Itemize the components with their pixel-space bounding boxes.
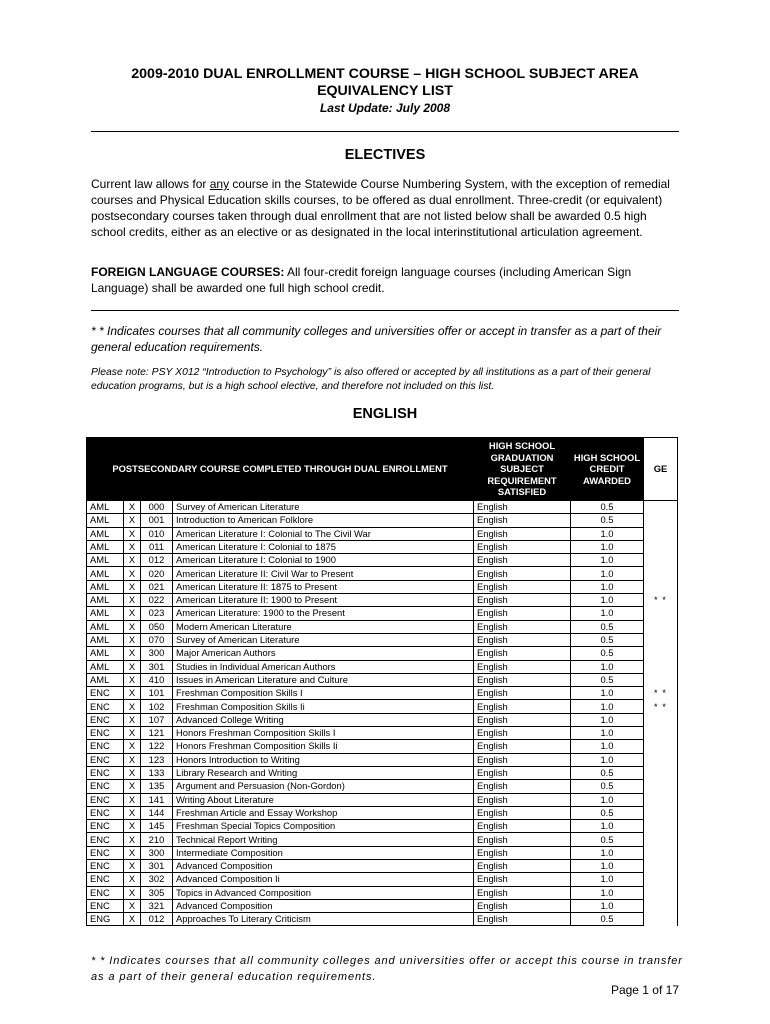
course-prefix: ENC bbox=[87, 859, 124, 872]
course-number: 050 bbox=[141, 620, 173, 633]
title-line-1: 2009-2010 DUAL ENROLLMENT COURSE – HIGH SCHOOL SUBJECT AREA bbox=[131, 66, 639, 82]
ge-flag bbox=[644, 567, 678, 580]
ge-flag bbox=[644, 713, 678, 726]
course-prefix: AML bbox=[87, 673, 124, 686]
subject-requirement: English bbox=[474, 833, 571, 846]
course-title: Argument and Persuasion (Non-Gordon) bbox=[173, 780, 474, 793]
course-title: American Literature I: Colonial to 1900 bbox=[173, 554, 474, 567]
credit-awarded: 0.5 bbox=[571, 833, 644, 846]
course-prefix: ENC bbox=[87, 713, 124, 726]
ge-flag bbox=[644, 793, 678, 806]
table-row bbox=[87, 687, 678, 700]
course-prefix: ENC bbox=[87, 727, 124, 740]
subject-requirement: English bbox=[474, 540, 571, 553]
course-title: Honors Freshman Composition Skills Ii bbox=[173, 740, 474, 753]
subject-requirement: English bbox=[474, 846, 571, 859]
course-title: American Literature II: Civil War to Present bbox=[173, 567, 474, 580]
electives-heading: ELECTIVES bbox=[344, 147, 426, 163]
course-title: Freshman Composition Skills I bbox=[173, 687, 474, 700]
subject-requirement: English bbox=[474, 727, 571, 740]
course-number: 301 bbox=[141, 660, 173, 673]
table-row bbox=[87, 793, 678, 806]
course-prefix: ENC bbox=[87, 833, 124, 846]
subject-requirement: English bbox=[474, 806, 571, 819]
course-x: X bbox=[124, 673, 141, 686]
subject-requirement: English bbox=[474, 567, 571, 580]
table-header-row bbox=[87, 438, 678, 501]
ge-note: * * Indicates courses that all community colleges and universities offer or accept in transfer as a part of their general education requirements. bbox=[91, 324, 662, 354]
table-row bbox=[87, 660, 678, 673]
credit-awarded: 1.0 bbox=[571, 846, 644, 859]
course-prefix: AML bbox=[87, 660, 124, 673]
course-number: 410 bbox=[141, 673, 173, 686]
ge-flag bbox=[644, 859, 678, 872]
course-number: 301 bbox=[141, 859, 173, 872]
ge-flag bbox=[644, 607, 678, 620]
credit-awarded: 1.0 bbox=[571, 567, 644, 580]
credit-awarded: 1.0 bbox=[571, 660, 644, 673]
ge-flag bbox=[644, 766, 678, 779]
table-row bbox=[87, 873, 678, 886]
psy-note: Please note: PSY X012 “Introduction to Psychology” is also offered or accepted by all institutions as a part of their general education programs, but is a high school elective, and therefore not included on this list. bbox=[91, 367, 651, 392]
subject-requirement: English bbox=[474, 633, 571, 646]
course-prefix: ENC bbox=[87, 873, 124, 886]
course-number: 210 bbox=[141, 833, 173, 846]
course-number: 135 bbox=[141, 780, 173, 793]
table-row bbox=[87, 886, 678, 899]
course-x: X bbox=[124, 873, 141, 886]
course-title: Topics in Advanced Composition bbox=[173, 886, 474, 899]
course-number: 321 bbox=[141, 899, 173, 912]
course-number: 101 bbox=[141, 687, 173, 700]
credit-awarded: 1.0 bbox=[571, 687, 644, 700]
course-number: 300 bbox=[141, 846, 173, 859]
course-prefix: ENC bbox=[87, 700, 124, 713]
subject-requirement: English bbox=[474, 913, 571, 926]
course-title: Writing About Literature bbox=[173, 793, 474, 806]
course-number: 010 bbox=[141, 527, 173, 540]
course-prefix: ENC bbox=[87, 753, 124, 766]
course-x: X bbox=[124, 713, 141, 726]
course-number: 302 bbox=[141, 873, 173, 886]
credit-awarded: 1.0 bbox=[571, 727, 644, 740]
course-prefix: AML bbox=[87, 567, 124, 580]
credit-awarded: 1.0 bbox=[571, 859, 644, 872]
course-prefix: AML bbox=[87, 580, 124, 593]
subject-requirement: English bbox=[474, 899, 571, 912]
course-number: 001 bbox=[141, 514, 173, 527]
credit-awarded: 0.5 bbox=[571, 673, 644, 686]
course-title: Freshman Composition Skills Ii bbox=[173, 700, 474, 713]
subject-requirement: English bbox=[474, 740, 571, 753]
subject-requirement: English bbox=[474, 687, 571, 700]
ge-flag bbox=[644, 780, 678, 793]
course-number: 107 bbox=[141, 713, 173, 726]
header-ge: GE bbox=[644, 438, 678, 501]
table-row bbox=[87, 833, 678, 846]
header-course: POSTSECONDARY COURSE COMPLETED THROUGH DUAL ENROLLMENT bbox=[87, 438, 474, 501]
table-row bbox=[87, 514, 678, 527]
course-x: X bbox=[124, 886, 141, 899]
table-row bbox=[87, 780, 678, 793]
course-x: X bbox=[124, 833, 141, 846]
course-prefix: AML bbox=[87, 647, 124, 660]
ge-flag bbox=[644, 873, 678, 886]
electives-text-start: Current law allows for bbox=[91, 177, 210, 191]
ge-flag: * * bbox=[644, 594, 678, 607]
subject-requirement: English bbox=[474, 859, 571, 872]
course-title: Issues in American Literature and Culture bbox=[173, 673, 474, 686]
credit-awarded: 1.0 bbox=[571, 527, 644, 540]
table-row bbox=[87, 500, 678, 513]
course-number: 022 bbox=[141, 594, 173, 607]
course-x: X bbox=[124, 594, 141, 607]
course-x: X bbox=[124, 620, 141, 633]
ge-flag bbox=[644, 527, 678, 540]
credit-awarded: 0.5 bbox=[571, 647, 644, 660]
course-title: Major American Authors bbox=[173, 647, 474, 660]
table-row bbox=[87, 913, 678, 926]
ge-flag bbox=[644, 554, 678, 567]
table-row bbox=[87, 727, 678, 740]
course-x: X bbox=[124, 753, 141, 766]
course-prefix: ENC bbox=[87, 793, 124, 806]
course-x: X bbox=[124, 820, 141, 833]
ge-flag bbox=[644, 846, 678, 859]
subject-requirement: English bbox=[474, 554, 571, 567]
ge-flag bbox=[644, 620, 678, 633]
course-prefix: AML bbox=[87, 554, 124, 567]
course-title: Freshman Article and Essay Workshop bbox=[173, 806, 474, 819]
course-prefix: ENC bbox=[87, 846, 124, 859]
credit-awarded: 0.5 bbox=[571, 633, 644, 646]
course-number: 021 bbox=[141, 580, 173, 593]
course-number: 123 bbox=[141, 753, 173, 766]
course-number: 020 bbox=[141, 567, 173, 580]
course-prefix: AML bbox=[87, 527, 124, 540]
course-number: 141 bbox=[141, 793, 173, 806]
course-x: X bbox=[124, 740, 141, 753]
course-title: Library Research and Writing bbox=[173, 766, 474, 779]
course-prefix: ENC bbox=[87, 899, 124, 912]
credit-awarded: 1.0 bbox=[571, 554, 644, 567]
course-title: American Literature I: Colonial to The Civil War bbox=[173, 527, 474, 540]
course-title: American Literature II: 1875 to Present bbox=[173, 580, 474, 593]
course-x: X bbox=[124, 567, 141, 580]
table-row bbox=[87, 594, 678, 607]
ge-flag bbox=[644, 899, 678, 912]
ge-flag bbox=[644, 833, 678, 846]
course-x: X bbox=[124, 687, 141, 700]
credit-awarded: 0.5 bbox=[571, 620, 644, 633]
credit-awarded: 1.0 bbox=[571, 740, 644, 753]
table-row bbox=[87, 806, 678, 819]
course-number: 133 bbox=[141, 766, 173, 779]
course-x: X bbox=[124, 540, 141, 553]
subject-requirement: English bbox=[474, 753, 571, 766]
course-title: Freshman Special Topics Composition bbox=[173, 820, 474, 833]
ge-flag bbox=[644, 820, 678, 833]
course-number: 023 bbox=[141, 607, 173, 620]
course-title: Honors Freshman Composition Skills I bbox=[173, 727, 474, 740]
ge-flag bbox=[644, 500, 678, 513]
course-x: X bbox=[124, 700, 141, 713]
credit-awarded: 1.0 bbox=[571, 793, 644, 806]
course-x: X bbox=[124, 500, 141, 513]
credit-awarded: 1.0 bbox=[571, 700, 644, 713]
credit-awarded: 0.5 bbox=[571, 514, 644, 527]
course-title: Advanced College Writing bbox=[173, 713, 474, 726]
credit-awarded: 0.5 bbox=[571, 806, 644, 819]
credit-awarded: 1.0 bbox=[571, 886, 644, 899]
credit-awarded: 1.0 bbox=[571, 899, 644, 912]
credit-awarded: 1.0 bbox=[571, 580, 644, 593]
course-x: X bbox=[124, 647, 141, 660]
course-number: 122 bbox=[141, 740, 173, 753]
subject-requirement: English bbox=[474, 594, 571, 607]
ge-flag bbox=[644, 647, 678, 660]
course-number: 102 bbox=[141, 700, 173, 713]
course-x: X bbox=[124, 793, 141, 806]
subject-requirement: English bbox=[474, 713, 571, 726]
credit-awarded: 0.5 bbox=[571, 913, 644, 926]
course-prefix: ENC bbox=[87, 780, 124, 793]
subject-requirement: English bbox=[474, 514, 571, 527]
course-number: 144 bbox=[141, 806, 173, 819]
course-prefix: ENC bbox=[87, 766, 124, 779]
subject-requirement: English bbox=[474, 873, 571, 886]
course-title: Advanced Composition bbox=[173, 859, 474, 872]
course-number: 300 bbox=[141, 647, 173, 660]
foreign-language-paragraph bbox=[91, 264, 681, 296]
course-title: Survey of American Literature bbox=[173, 500, 474, 513]
ge-flag bbox=[644, 673, 678, 686]
table-row bbox=[87, 633, 678, 646]
ge-flag bbox=[644, 913, 678, 926]
table-row bbox=[87, 527, 678, 540]
ge-flag: * * bbox=[644, 687, 678, 700]
subject-requirement: English bbox=[474, 660, 571, 673]
table-row bbox=[87, 607, 678, 620]
electives-text-rest: course in the Statewide Course Numbering System, with the exception of remedial courses and Physical Education skills courses, to be offered as dual enrollment. Three-credit (or equivalent) postsecondary courses taken through dual enrollment that are not listed below shall be awarded 0.5 high school credits, either as an elective or as designated in the local interinstitutional articulation agreement. bbox=[91, 177, 670, 239]
course-x: X bbox=[124, 633, 141, 646]
credit-awarded: 0.5 bbox=[571, 780, 644, 793]
credit-awarded: 1.0 bbox=[571, 753, 644, 766]
divider-top bbox=[91, 131, 679, 132]
credit-awarded: 1.0 bbox=[571, 713, 644, 726]
course-x: X bbox=[124, 859, 141, 872]
course-x: X bbox=[124, 527, 141, 540]
footnote: * * Indicates courses that all community colleges and universities offer or accept this course in transfer as a part of their general education requirements. bbox=[91, 955, 683, 983]
course-prefix: AML bbox=[87, 633, 124, 646]
course-title: Approaches To Literary Criticism bbox=[173, 913, 474, 926]
course-prefix: AML bbox=[87, 607, 124, 620]
subject-requirement: English bbox=[474, 700, 571, 713]
credit-awarded: 1.0 bbox=[571, 594, 644, 607]
course-x: X bbox=[124, 554, 141, 567]
table-row bbox=[87, 554, 678, 567]
table-row bbox=[87, 753, 678, 766]
header-credit: HIGH SCHOOL CREDIT AWARDED bbox=[571, 438, 644, 501]
course-title: American Literature I: Colonial to 1875 bbox=[173, 540, 474, 553]
course-prefix: ENC bbox=[87, 886, 124, 899]
course-prefix: ENG bbox=[87, 913, 124, 926]
subject-requirement: English bbox=[474, 793, 571, 806]
course-number: 000 bbox=[141, 500, 173, 513]
course-title: Technical Report Writing bbox=[173, 833, 474, 846]
english-heading: ENGLISH bbox=[352, 406, 418, 422]
course-title: Intermediate Composition bbox=[173, 846, 474, 859]
table-row bbox=[87, 700, 678, 713]
divider-middle bbox=[91, 310, 679, 311]
table-row bbox=[87, 846, 678, 859]
subject-requirement: English bbox=[474, 500, 571, 513]
document-title bbox=[0, 66, 770, 100]
subject-requirement: English bbox=[474, 780, 571, 793]
course-title: Studies in Individual American Authors bbox=[173, 660, 474, 673]
foreign-language-text: All four-credit foreign language courses (including American Sign Language) shall be awarded one full high school credit. bbox=[91, 265, 632, 295]
course-number: 012 bbox=[141, 913, 173, 926]
last-update: Last Update: July 2008 bbox=[319, 101, 451, 115]
ge-flag bbox=[644, 660, 678, 673]
course-x: X bbox=[124, 766, 141, 779]
english-equivalency-table bbox=[86, 437, 678, 926]
course-title: Honors Introduction to Writing bbox=[173, 753, 474, 766]
table-row bbox=[87, 540, 678, 553]
course-prefix: AML bbox=[87, 620, 124, 633]
credit-awarded: 0.5 bbox=[571, 766, 644, 779]
table-row bbox=[87, 859, 678, 872]
course-number: 121 bbox=[141, 727, 173, 740]
ge-flag: * * bbox=[644, 700, 678, 713]
course-x: X bbox=[124, 913, 141, 926]
ge-flag bbox=[644, 753, 678, 766]
course-title: Introduction to American Folklore bbox=[173, 514, 474, 527]
subject-requirement: English bbox=[474, 607, 571, 620]
table-row bbox=[87, 673, 678, 686]
header-requirement: HIGH SCHOOL GRADUATION SUBJECT REQUIREMENT SATISFIED bbox=[474, 438, 571, 501]
subject-requirement: English bbox=[474, 580, 571, 593]
course-prefix: ENC bbox=[87, 806, 124, 819]
table-row bbox=[87, 647, 678, 660]
ge-flag bbox=[644, 540, 678, 553]
page-number: Page 1 of 17 bbox=[610, 983, 679, 997]
course-number: 070 bbox=[141, 633, 173, 646]
course-prefix: AML bbox=[87, 540, 124, 553]
course-x: X bbox=[124, 660, 141, 673]
course-number: 305 bbox=[141, 886, 173, 899]
subject-requirement: English bbox=[474, 766, 571, 779]
course-title: Survey of American Literature bbox=[173, 633, 474, 646]
electives-text-any: any bbox=[209, 177, 230, 191]
course-prefix: ENC bbox=[87, 740, 124, 753]
credit-awarded: 1.0 bbox=[571, 607, 644, 620]
course-title: American Literature: 1900 to the Present bbox=[173, 607, 474, 620]
ge-flag bbox=[644, 740, 678, 753]
electives-paragraph bbox=[91, 176, 681, 240]
course-x: X bbox=[124, 806, 141, 819]
course-x: X bbox=[124, 514, 141, 527]
credit-awarded: 1.0 bbox=[571, 820, 644, 833]
table-row bbox=[87, 620, 678, 633]
course-x: X bbox=[124, 580, 141, 593]
ge-flag bbox=[644, 727, 678, 740]
course-number: 012 bbox=[141, 554, 173, 567]
title-line-2: EQUIVALENCY LIST bbox=[317, 83, 453, 99]
course-number: 011 bbox=[141, 540, 173, 553]
ge-flag bbox=[644, 633, 678, 646]
ge-flag bbox=[644, 514, 678, 527]
course-x: X bbox=[124, 607, 141, 620]
course-title: American Literature II: 1900 to Present bbox=[173, 594, 474, 607]
subject-requirement: English bbox=[474, 673, 571, 686]
ge-flag bbox=[644, 580, 678, 593]
subject-requirement: English bbox=[474, 886, 571, 899]
course-x: X bbox=[124, 727, 141, 740]
table-row bbox=[87, 740, 678, 753]
subject-requirement: English bbox=[474, 527, 571, 540]
subject-requirement: English bbox=[474, 647, 571, 660]
course-prefix: ENC bbox=[87, 687, 124, 700]
table-body bbox=[87, 500, 678, 926]
course-number: 145 bbox=[141, 820, 173, 833]
credit-awarded: 1.0 bbox=[571, 540, 644, 553]
ge-flag bbox=[644, 886, 678, 899]
course-prefix: AML bbox=[87, 594, 124, 607]
course-x: X bbox=[124, 899, 141, 912]
course-title: Modern American Literature bbox=[173, 620, 474, 633]
table-row bbox=[87, 713, 678, 726]
table-row bbox=[87, 580, 678, 593]
table-row bbox=[87, 766, 678, 779]
subject-requirement: English bbox=[474, 820, 571, 833]
course-title: Advanced Composition bbox=[173, 899, 474, 912]
course-prefix: AML bbox=[87, 500, 124, 513]
course-prefix: AML bbox=[87, 514, 124, 527]
credit-awarded: 0.5 bbox=[571, 500, 644, 513]
table-row bbox=[87, 567, 678, 580]
course-title: Advanced Composition Ii bbox=[173, 873, 474, 886]
course-prefix: ENC bbox=[87, 820, 124, 833]
subject-requirement: English bbox=[474, 620, 571, 633]
foreign-language-label: FOREIGN LANGUAGE COURSES: bbox=[91, 265, 285, 279]
ge-flag bbox=[644, 806, 678, 819]
course-x: X bbox=[124, 846, 141, 859]
table-row bbox=[87, 899, 678, 912]
course-x: X bbox=[124, 780, 141, 793]
table-row bbox=[87, 820, 678, 833]
credit-awarded: 1.0 bbox=[571, 873, 644, 886]
